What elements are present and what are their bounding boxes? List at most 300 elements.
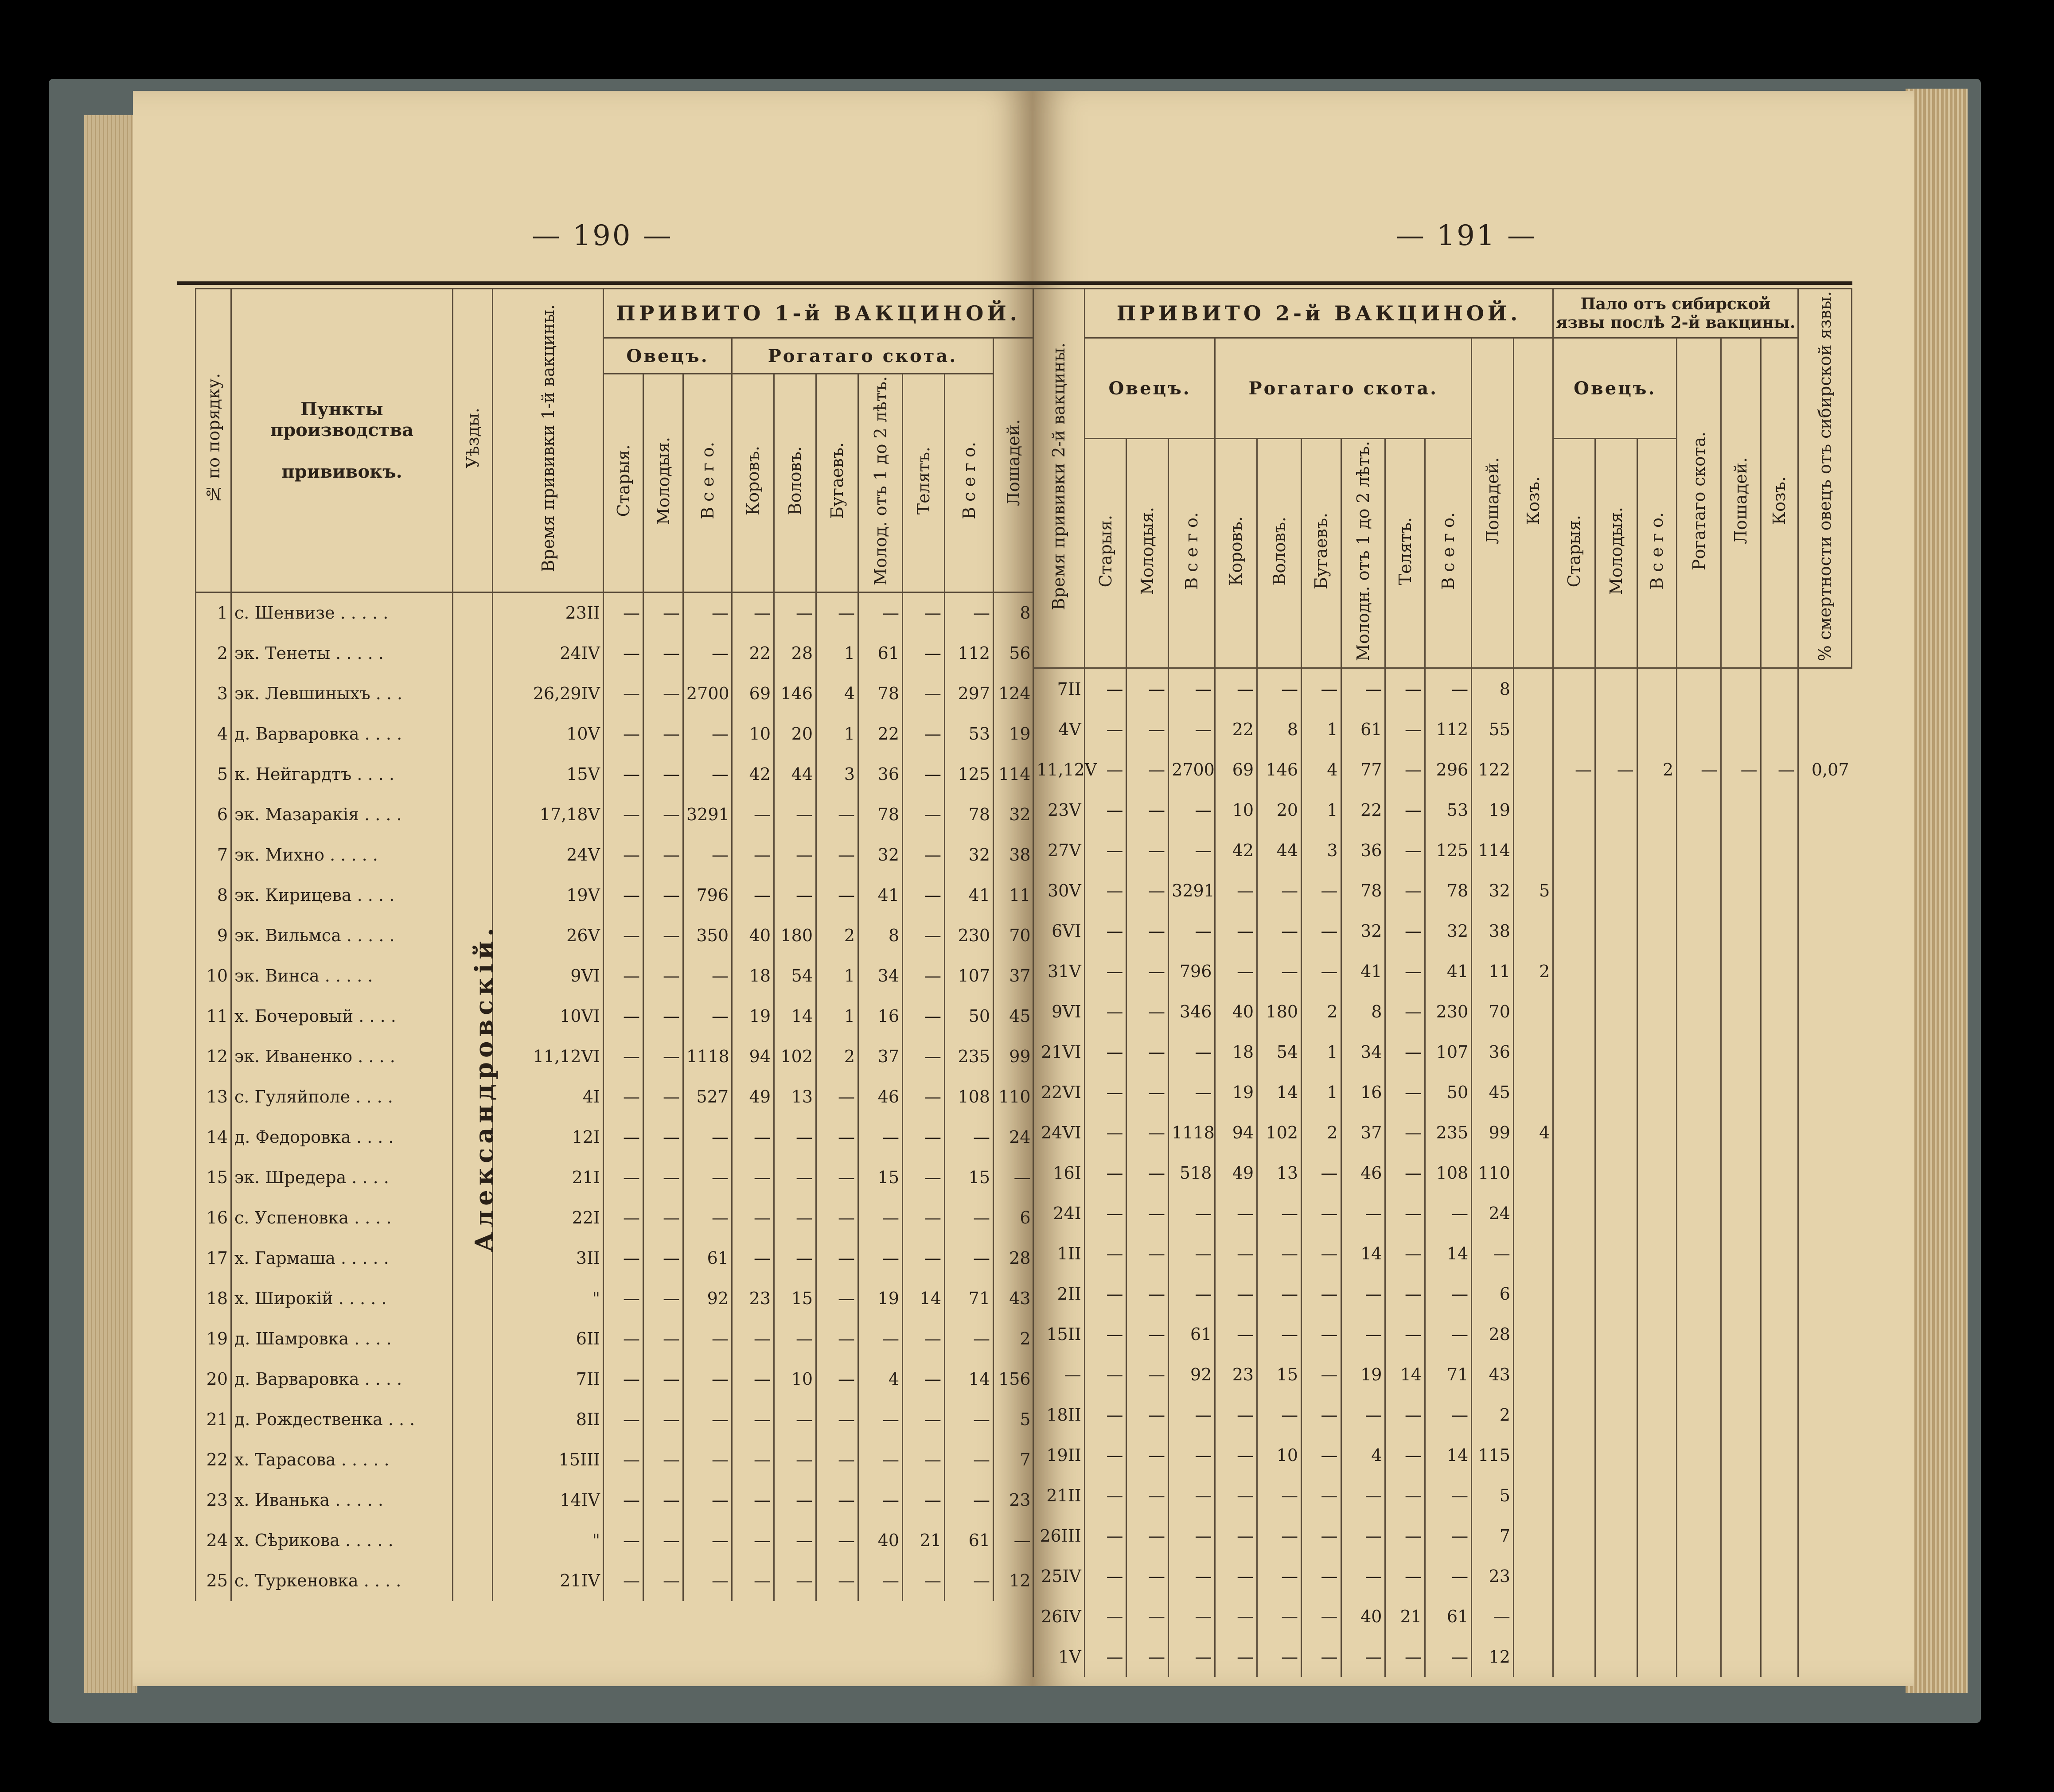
- value-cell: —: [1126, 1032, 1169, 1072]
- dead-cell: [1595, 1435, 1637, 1475]
- dead-cell: [1637, 1314, 1676, 1354]
- table-row: [196, 835, 1033, 875]
- value-cell: —: [858, 1117, 903, 1157]
- table-row: [196, 1238, 1033, 1278]
- value-cell: —: [683, 754, 732, 795]
- value-cell: 99: [994, 1036, 1033, 1077]
- dead-cell: 0,07: [1798, 749, 1851, 790]
- dead-cell: [1798, 1395, 1851, 1435]
- uezd-cell: [453, 592, 493, 633]
- value-cell: 122: [1472, 749, 1514, 790]
- value-cell: —: [1341, 1556, 1385, 1596]
- dead-cell: [1553, 790, 1595, 830]
- value-cell: —: [1385, 870, 1425, 911]
- value-cell: —: [1425, 1475, 1471, 1515]
- value-cell: —: [643, 1036, 683, 1077]
- value-cell: —: [1084, 1636, 1126, 1677]
- value-cell: 2: [994, 1319, 1033, 1359]
- value-cell: 28: [994, 1238, 1033, 1278]
- page-edges-right: [1906, 89, 1968, 1693]
- cattle-subheader: Рогатаго скота.: [732, 338, 994, 374]
- sheep-col-header: В с е г о.: [683, 374, 732, 592]
- value-cell: 108: [945, 1077, 994, 1117]
- dead-cell: [1721, 1515, 1761, 1556]
- vaccination-time: 10VI: [493, 996, 604, 1036]
- vaccination-time: 7II: [493, 1359, 604, 1399]
- dead-cell: [1761, 1636, 1798, 1677]
- dead-cell: [1798, 1274, 1851, 1314]
- value-cell: 6: [1472, 1274, 1514, 1314]
- dead-cell: [1761, 1153, 1798, 1193]
- value-cell: —: [945, 1440, 994, 1480]
- dead-cell: [1798, 1435, 1851, 1475]
- value-cell: —: [1126, 709, 1169, 749]
- row-number: 14: [196, 1117, 231, 1157]
- dead-cell: [1677, 1435, 1721, 1475]
- dead-cell: [1721, 1556, 1761, 1596]
- dead-cell: [1677, 1395, 1721, 1435]
- value-cell: —: [683, 1359, 732, 1399]
- value-cell: 19: [858, 1278, 903, 1319]
- value-cell: —: [604, 956, 643, 996]
- dead-cell: [1798, 668, 1851, 709]
- dead-cell: [1595, 790, 1637, 830]
- value-cell: 78: [1425, 870, 1471, 911]
- value-cell: —: [1302, 1435, 1341, 1475]
- table-row: [1033, 1193, 1852, 1233]
- value-cell: 94: [1215, 1112, 1257, 1153]
- dead-cell: [1677, 1233, 1721, 1274]
- col-number-header: № по порядку.: [196, 289, 231, 592]
- value-cell: —: [1302, 1395, 1341, 1435]
- dead-horses-header: Лошадей.: [1721, 338, 1761, 668]
- value-cell: 110: [994, 1077, 1033, 1117]
- value-cell: 2: [1302, 991, 1341, 1032]
- vaccination-time: 22I: [493, 1198, 604, 1238]
- value-cell: 24: [994, 1117, 1033, 1157]
- value-cell: —: [1425, 1274, 1471, 1314]
- value-cell: 32: [1425, 911, 1471, 951]
- value-cell: —: [1084, 709, 1126, 749]
- dead-cell: [1553, 951, 1595, 991]
- value-cell: —: [1425, 1636, 1471, 1677]
- table-row: [1033, 1435, 1852, 1475]
- dead-cell: [1761, 1596, 1798, 1636]
- dead-cell: [1637, 1515, 1676, 1556]
- value-cell: —: [683, 956, 732, 996]
- value-cell: —: [1302, 1193, 1341, 1233]
- dead-cell: [1721, 1435, 1761, 1475]
- dead-cell: [1721, 1112, 1761, 1153]
- value-cell: —: [1425, 1395, 1471, 1435]
- value-cell: —: [903, 674, 945, 714]
- value-cell: —: [1472, 1233, 1514, 1274]
- value-cell: 110: [1472, 1153, 1514, 1193]
- row-number: 1: [196, 592, 231, 633]
- value-cell: —: [604, 875, 643, 915]
- dead-cell: [1553, 1153, 1595, 1193]
- value-cell: —: [643, 1278, 683, 1319]
- value-cell: 19: [994, 714, 1033, 754]
- cattle-col-header: Телятъ.: [1385, 439, 1425, 668]
- dead-cell: [1553, 1395, 1595, 1435]
- top-rule: [177, 281, 1033, 285]
- value-cell: 36: [858, 754, 903, 795]
- value-cell: —: [1302, 1354, 1341, 1395]
- value-cell: —: [1084, 1153, 1126, 1193]
- value-cell: —: [774, 1238, 816, 1278]
- dead-cell: [1637, 1556, 1676, 1596]
- row-number: 20: [196, 1359, 231, 1399]
- value-cell: —: [1257, 951, 1302, 991]
- value-cell: 23: [1215, 1354, 1257, 1395]
- value-cell: —: [1302, 870, 1341, 911]
- value-cell: —: [774, 875, 816, 915]
- vaccination-time: 26V: [493, 915, 604, 956]
- value-cell: —: [1257, 1274, 1302, 1314]
- value-cell: 14: [1425, 1435, 1471, 1475]
- dead-cell: [1721, 1153, 1761, 1193]
- dead-cell: [1595, 911, 1637, 951]
- value-cell: —: [1084, 1515, 1126, 1556]
- row-number: 22: [196, 1440, 231, 1480]
- vaccination-time-2: 7II: [1033, 668, 1085, 709]
- table-row: [1033, 1395, 1852, 1435]
- value-cell: —: [945, 1480, 994, 1520]
- value-cell: —: [1169, 911, 1215, 951]
- value-cell: —: [732, 795, 774, 835]
- dead-cell: [1677, 668, 1721, 709]
- value-cell: —: [643, 1238, 683, 1278]
- value-cell: —: [1084, 668, 1126, 709]
- table-row: [1033, 1314, 1852, 1354]
- value-cell: —: [1257, 911, 1302, 951]
- value-cell: 7: [1472, 1515, 1514, 1556]
- value-cell: 14: [1341, 1233, 1385, 1274]
- col-points-header: Пункты производства прививокъ.: [231, 289, 453, 592]
- value-cell: —: [858, 1440, 903, 1480]
- value-cell: —: [774, 1440, 816, 1480]
- value-cell: —: [1084, 1032, 1126, 1072]
- value-cell: 8: [1472, 668, 1514, 709]
- table-row: [1033, 951, 1852, 991]
- value-cell: —: [1385, 709, 1425, 749]
- value-cell: 61: [858, 633, 903, 674]
- value-cell: 45: [1472, 1072, 1514, 1112]
- value-cell: —: [903, 1359, 945, 1399]
- row-number: 6: [196, 795, 231, 835]
- value-cell: 112: [945, 633, 994, 674]
- value-cell: 71: [945, 1278, 994, 1319]
- value-cell: —: [604, 633, 643, 674]
- value-cell: —: [1257, 1636, 1302, 1677]
- value-cell: 146: [1257, 749, 1302, 790]
- dead-cell: —: [1677, 749, 1721, 790]
- value-cell: —: [774, 1399, 816, 1440]
- dead-cattle-header: Рогатаго скота.: [1677, 338, 1721, 668]
- dead-cell: [1677, 911, 1721, 951]
- value-cell: —: [604, 714, 643, 754]
- value-cell: 50: [1425, 1072, 1471, 1112]
- place-name: х. Тарасова . . . . .: [231, 1440, 453, 1480]
- value-cell: [1513, 1435, 1553, 1475]
- value-cell: [1513, 1515, 1553, 1556]
- value-cell: 53: [1425, 790, 1471, 830]
- value-cell: —: [732, 875, 774, 915]
- value-cell: —: [643, 1077, 683, 1117]
- dead-cell: [1553, 709, 1595, 749]
- dead-cell: [1721, 1233, 1761, 1274]
- value-cell: —: [1215, 1596, 1257, 1636]
- value-cell: —: [1126, 1153, 1169, 1193]
- dead-cell: [1761, 1032, 1798, 1072]
- vaccination-time-2: 24VI: [1033, 1112, 1085, 1153]
- group-header-3: Пало отъ сибирской язвы послѣ 2-й вакцины.: [1553, 289, 1798, 338]
- row-number: 13: [196, 1077, 231, 1117]
- dead-cell: [1761, 1556, 1798, 1596]
- vaccination-time-2: 2II: [1033, 1274, 1085, 1314]
- value-cell: 78: [858, 795, 903, 835]
- value-cell: —: [994, 1520, 1033, 1561]
- place-name: к. Нейгардтъ . . . .: [231, 754, 453, 795]
- dead-sheep-col-header: В с е г о.: [1637, 439, 1676, 668]
- value-cell: 19: [1341, 1354, 1385, 1395]
- table-row: [196, 875, 1033, 915]
- value-cell: —: [858, 1198, 903, 1238]
- value-cell: [1513, 1032, 1553, 1072]
- dead-cell: [1677, 1072, 1721, 1112]
- value-cell: —: [1169, 1556, 1215, 1596]
- vaccination-time: 21I: [493, 1157, 604, 1198]
- value-cell: —: [1126, 870, 1169, 911]
- dead-cell: [1637, 870, 1676, 911]
- col-time-header: Время прививки 1-й вакцины.: [493, 289, 604, 592]
- dead-cell: [1798, 1354, 1851, 1395]
- dead-cell: [1761, 668, 1798, 709]
- value-cell: —: [604, 1198, 643, 1238]
- vaccination-time-2: 16I: [1033, 1153, 1085, 1193]
- table-row: [1033, 1072, 1852, 1112]
- value-cell: 78: [858, 674, 903, 714]
- top-rule: [1033, 281, 1852, 285]
- value-cell: —: [643, 1440, 683, 1480]
- vaccination-time-2: 9VI: [1033, 991, 1085, 1032]
- table-row: [1033, 1274, 1852, 1314]
- page-edges-left: [84, 115, 137, 1693]
- value-cell: 12: [994, 1561, 1033, 1601]
- value-cell: —: [732, 1198, 774, 1238]
- value-cell: 32: [945, 835, 994, 875]
- value-cell: 10: [732, 714, 774, 754]
- value-cell: 518: [1169, 1153, 1215, 1193]
- dead-cell: [1595, 1193, 1637, 1233]
- value-cell: [1513, 790, 1553, 830]
- value-cell: —: [1126, 1556, 1169, 1596]
- value-cell: [1513, 991, 1553, 1032]
- value-cell: —: [1385, 1636, 1425, 1677]
- value-cell: —: [774, 1520, 816, 1561]
- value-cell: —: [1126, 749, 1169, 790]
- value-cell: —: [945, 1561, 994, 1601]
- value-cell: —: [1126, 1636, 1169, 1677]
- table-row: [196, 1117, 1033, 1157]
- value-cell: 235: [1425, 1112, 1471, 1153]
- dead-cell: [1595, 1475, 1637, 1515]
- value-cell: 23: [1472, 1556, 1514, 1596]
- sheep-col-header: Старыя.: [604, 374, 643, 592]
- value-cell: 55: [1472, 709, 1514, 749]
- vaccination-time-2: 18II: [1033, 1395, 1085, 1435]
- vaccination-time-2: 4V: [1033, 709, 1085, 749]
- value-cell: 20: [774, 714, 816, 754]
- value-cell: —: [816, 795, 858, 835]
- value-cell: 4: [858, 1359, 903, 1399]
- dead-cell: [1553, 830, 1595, 870]
- dead-cell: [1595, 668, 1637, 709]
- dead-cell: [1637, 1435, 1676, 1475]
- value-cell: 2: [816, 1036, 858, 1077]
- table-row: [196, 1399, 1033, 1440]
- dead-cell: [1721, 1354, 1761, 1395]
- dead-cell: [1761, 830, 1798, 870]
- dead-cell: [1553, 1274, 1595, 1314]
- sheep-col-header: Старыя.: [1084, 439, 1126, 668]
- dead-cell: [1637, 951, 1676, 991]
- value-cell: 297: [945, 674, 994, 714]
- value-cell: —: [858, 1561, 903, 1601]
- value-cell: —: [1425, 1556, 1471, 1596]
- row-number: 7: [196, 835, 231, 875]
- dead-cell: [1553, 1354, 1595, 1395]
- page-number: — 190 —: [532, 219, 673, 252]
- value-cell: 40: [732, 915, 774, 956]
- dead-cell: [1637, 1032, 1676, 1072]
- dead-cell: [1721, 1072, 1761, 1112]
- vaccination-time-2: 26III: [1033, 1515, 1085, 1556]
- value-cell: —: [816, 1480, 858, 1520]
- vaccination-time-2: 19II: [1033, 1435, 1085, 1475]
- dead-cell: [1798, 951, 1851, 991]
- value-cell: 3: [1302, 830, 1341, 870]
- cattle-col-header: Молод. отъ 1 до 2 лѣтъ.: [858, 374, 903, 592]
- dead-cell: [1637, 1636, 1676, 1677]
- dead-cell: [1677, 1274, 1721, 1314]
- value-cell: —: [643, 592, 683, 633]
- dead-cell: [1761, 1435, 1798, 1475]
- value-cell: —: [1084, 870, 1126, 911]
- dead-cell: [1637, 790, 1676, 830]
- value-cell: 230: [945, 915, 994, 956]
- value-cell: 2700: [1169, 749, 1215, 790]
- value-cell: —: [1341, 1274, 1385, 1314]
- dead-cell: [1677, 1556, 1721, 1596]
- row-number: 4: [196, 714, 231, 754]
- right-page: [1033, 91, 1914, 1686]
- value-cell: —: [903, 1238, 945, 1278]
- value-cell: 2: [1513, 951, 1553, 991]
- dead-cell: [1798, 1515, 1851, 1556]
- value-cell: 42: [732, 754, 774, 795]
- dead-cell: [1798, 1636, 1851, 1677]
- value-cell: —: [1385, 749, 1425, 790]
- vaccination-time: 19V: [493, 875, 604, 915]
- value-cell: 92: [683, 1278, 732, 1319]
- value-cell: 114: [1472, 830, 1514, 870]
- value-cell: —: [1215, 668, 1257, 709]
- value-cell: 23: [994, 1480, 1033, 1520]
- value-cell: —: [1215, 1556, 1257, 1596]
- value-cell: 5: [994, 1399, 1033, 1440]
- value-cell: [1513, 749, 1553, 790]
- value-cell: —: [732, 1520, 774, 1561]
- value-cell: 38: [1472, 911, 1514, 951]
- dead-cell: [1721, 991, 1761, 1032]
- value-cell: —: [1169, 1274, 1215, 1314]
- value-cell: —: [1084, 1475, 1126, 1515]
- cattle-col-header: Воловъ.: [774, 374, 816, 592]
- dead-cell: [1798, 1153, 1851, 1193]
- cattle-col-header: Бугаевъ.: [816, 374, 858, 592]
- value-cell: —: [1385, 1112, 1425, 1153]
- value-cell: —: [1257, 1193, 1302, 1233]
- dead-cell: [1637, 1072, 1676, 1112]
- value-cell: —: [1169, 1475, 1215, 1515]
- dead-cell: [1721, 1475, 1761, 1515]
- value-cell: —: [643, 915, 683, 956]
- value-cell: —: [816, 592, 858, 633]
- value-cell: —: [816, 1278, 858, 1319]
- value-cell: —: [1215, 1515, 1257, 1556]
- value-cell: —: [945, 1238, 994, 1278]
- value-cell: 4: [816, 674, 858, 714]
- vaccination-time-2: 31V: [1033, 951, 1085, 991]
- dead-cell: [1761, 1072, 1798, 1112]
- dead-cell: [1761, 1314, 1798, 1354]
- dead-cell: —: [1553, 749, 1595, 790]
- row-number: 8: [196, 875, 231, 915]
- value-cell: [1513, 1596, 1553, 1636]
- value-cell: 69: [1215, 749, 1257, 790]
- value-cell: —: [903, 875, 945, 915]
- value-cell: —: [604, 1359, 643, 1399]
- value-cell: —: [1341, 1475, 1385, 1515]
- vaccination-time: 3II: [493, 1238, 604, 1278]
- value-cell: —: [1385, 1233, 1425, 1274]
- value-cell: —: [1084, 1193, 1126, 1233]
- value-cell: —: [1126, 1193, 1169, 1233]
- value-cell: —: [1169, 1435, 1215, 1475]
- value-cell: —: [1341, 1636, 1385, 1677]
- dead-cell: [1677, 1032, 1721, 1072]
- value-cell: —: [604, 674, 643, 714]
- dead-cell: [1595, 951, 1637, 991]
- place-name: д. Федоровка . . . .: [231, 1117, 453, 1157]
- table-row: [196, 754, 1033, 795]
- dead-cell: [1637, 1596, 1676, 1636]
- value-cell: —: [643, 1480, 683, 1520]
- value-cell: 4: [1513, 1112, 1553, 1153]
- value-cell: 36: [1341, 830, 1385, 870]
- table-row: [196, 795, 1033, 835]
- dead-cell: [1595, 870, 1637, 911]
- value-cell: 14: [1385, 1354, 1425, 1395]
- value-cell: 6: [994, 1198, 1033, 1238]
- dead-cell: [1595, 830, 1637, 870]
- place-name: д. Рождественка . . .: [231, 1399, 453, 1440]
- value-cell: —: [1302, 1556, 1341, 1596]
- dead-cell: [1553, 1596, 1595, 1636]
- table-row: [196, 1480, 1033, 1520]
